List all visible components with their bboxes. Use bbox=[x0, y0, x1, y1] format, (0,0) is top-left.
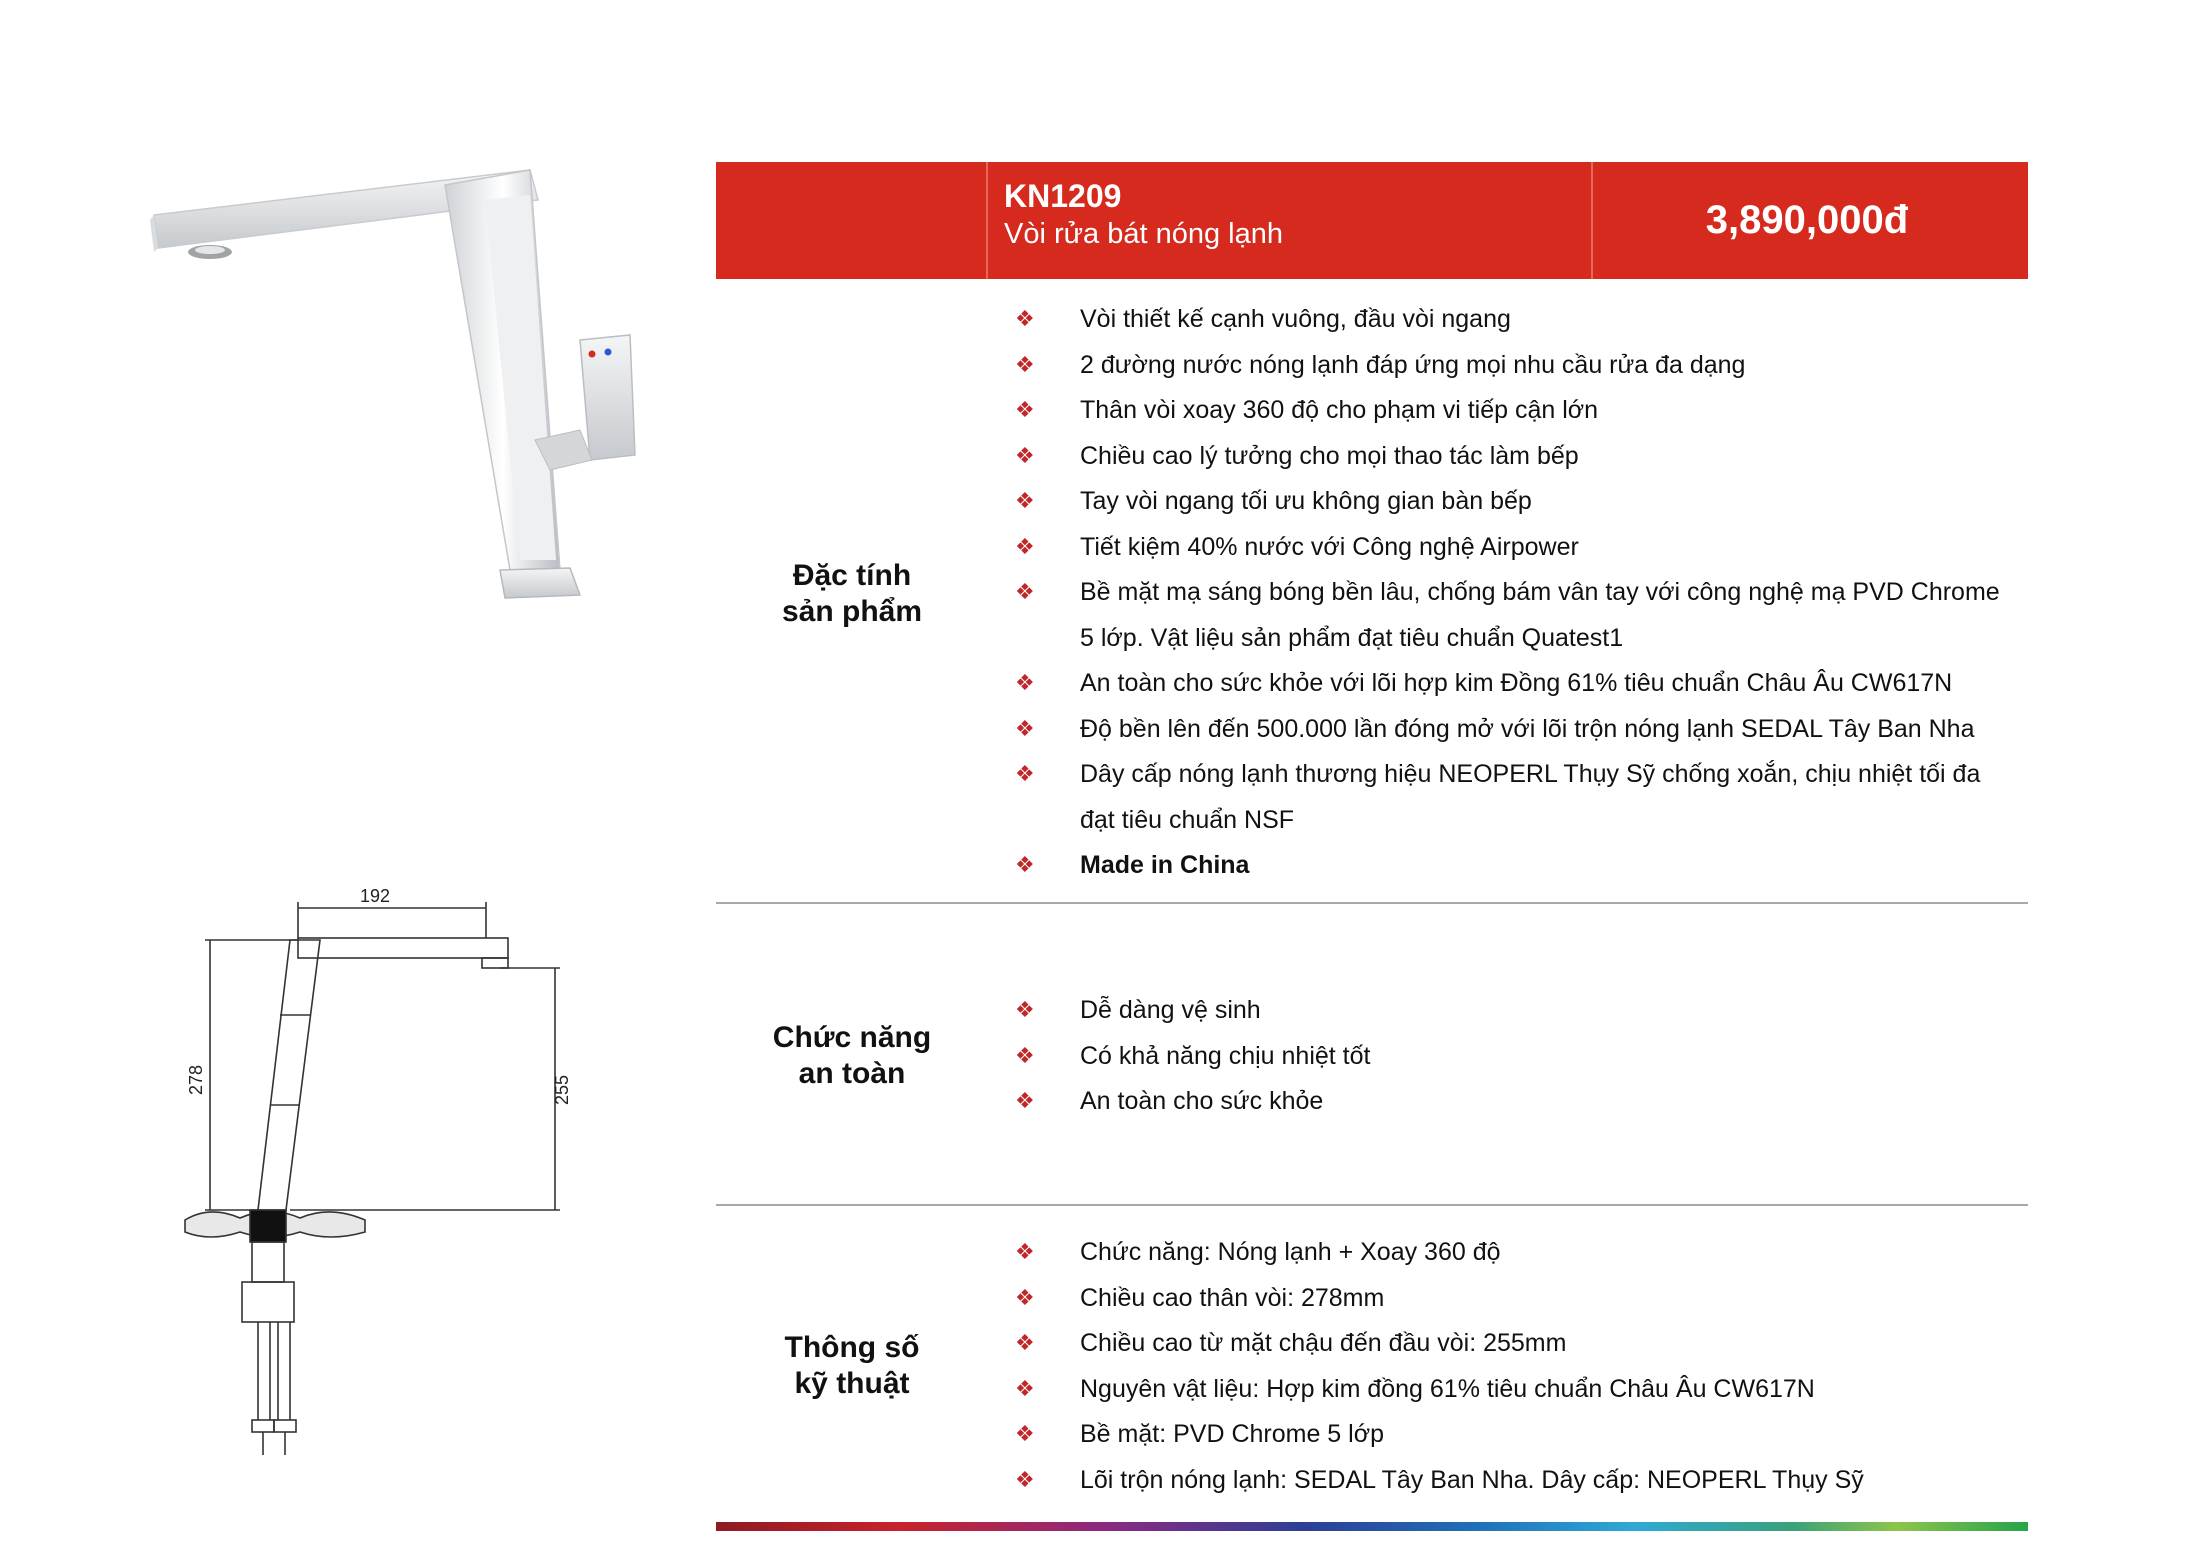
features-list bbox=[1015, 297, 2015, 889]
list-item: ❖ Chiều cao từ mặt chậu đến đầu vòi: 255mm bbox=[1015, 1321, 2015, 1367]
header-divider bbox=[986, 162, 988, 279]
list-item: ❖ Chiều cao lý tưởng cho mọi thao tác làm bếp bbox=[1015, 434, 2015, 480]
safety-title: Chức năng an toàn bbox=[772, 1021, 932, 1090]
list-item: ❖ Dễ dàng vệ sinh bbox=[1015, 988, 2015, 1034]
list-item: ❖ Chiều cao thân vòi: 278mm bbox=[1015, 1276, 2015, 1322]
product-header bbox=[716, 162, 2028, 279]
model-code: KN1209 bbox=[1004, 178, 1122, 214]
list-item: ❖ Dây cấp nóng lạnh thương hiệu NEOPERL Thụy Sỹ chống xoắn, chịu nhiệt tối đa đạt tiêu chuẩn NSF bbox=[1015, 752, 2015, 843]
brand-color-strip bbox=[716, 1522, 2028, 1531]
list-item: ❖ Độ bền lên đến 500.000 lần đóng mở với lõi trộn nóng lạnh SEDAL Tây Ban Nha bbox=[1015, 707, 2015, 753]
list-item: ❖ Tiết kiệm 40% nước với Công nghệ Airpower bbox=[1015, 525, 2015, 571]
list-item: ❖ Nguyên vật liệu: Hợp kim đồng 61% tiêu chuẩn Châu Âu CW617N bbox=[1015, 1367, 2015, 1413]
list-item: ❖ Made in China bbox=[1015, 843, 2015, 889]
section-divider bbox=[716, 1204, 2028, 1206]
price: 3,890,000đ bbox=[1705, 198, 1909, 242]
list-item: ❖ Lõi trộn nóng lạnh: SEDAL Tây Ban Nha. Dây cấp: NEOPERL Thụy Sỹ bbox=[1015, 1458, 2015, 1504]
dim-body-height-label: 278 bbox=[186, 1064, 206, 1096]
model-name: Vòi rửa bát nóng lạnh bbox=[1004, 218, 1283, 250]
faucet-product-image bbox=[140, 140, 660, 640]
dimension-drawing bbox=[170, 880, 610, 1460]
list-item: ❖ Có khả năng chịu nhiệt tốt bbox=[1015, 1034, 2015, 1080]
list-item: ❖ Bề mặt: PVD Chrome 5 lớp bbox=[1015, 1412, 2015, 1458]
specs-title: Thông số kỹ thuật bbox=[784, 1331, 920, 1400]
list-item: ❖ Tay vòi ngang tối ưu không gian bàn bếp bbox=[1015, 479, 2015, 525]
list-item: ❖ An toàn cho sức khỏe với lõi hợp kim Đồng 61% tiêu chuẩn Châu Âu CW617N bbox=[1015, 661, 2015, 707]
list-item: ❖ Vòi thiết kế cạnh vuông, đầu vòi ngang bbox=[1015, 297, 2015, 343]
specs-list bbox=[1015, 1230, 2015, 1503]
section-divider bbox=[716, 902, 2028, 904]
list-item: ❖ Thân vòi xoay 360 độ cho phạm vi tiếp cận lớn bbox=[1015, 388, 2015, 434]
safety-list bbox=[1015, 988, 2015, 1125]
list-item: ❖ An toàn cho sức khỏe bbox=[1015, 1079, 2015, 1125]
list-item: ❖ Bề mặt mạ sáng bóng bền lâu, chống bám vân tay với công nghệ mạ PVD Chrome 5 lớp. Vật liệu sản phẩm đạt tiêu chuẩn Quatest1 bbox=[1015, 570, 2015, 661]
list-item: ❖ 2 đường nước nóng lạnh đáp ứng mọi nhu cầu rửa đa dạng bbox=[1015, 343, 2015, 389]
dim-width-label: 192 bbox=[359, 886, 391, 906]
list-item: ❖ Chức năng: Nóng lạnh + Xoay 360 độ bbox=[1015, 1230, 2015, 1276]
features-title: Đặc tính sản phẩm bbox=[781, 559, 923, 628]
dim-spout-height-label: 255 bbox=[552, 1074, 572, 1106]
